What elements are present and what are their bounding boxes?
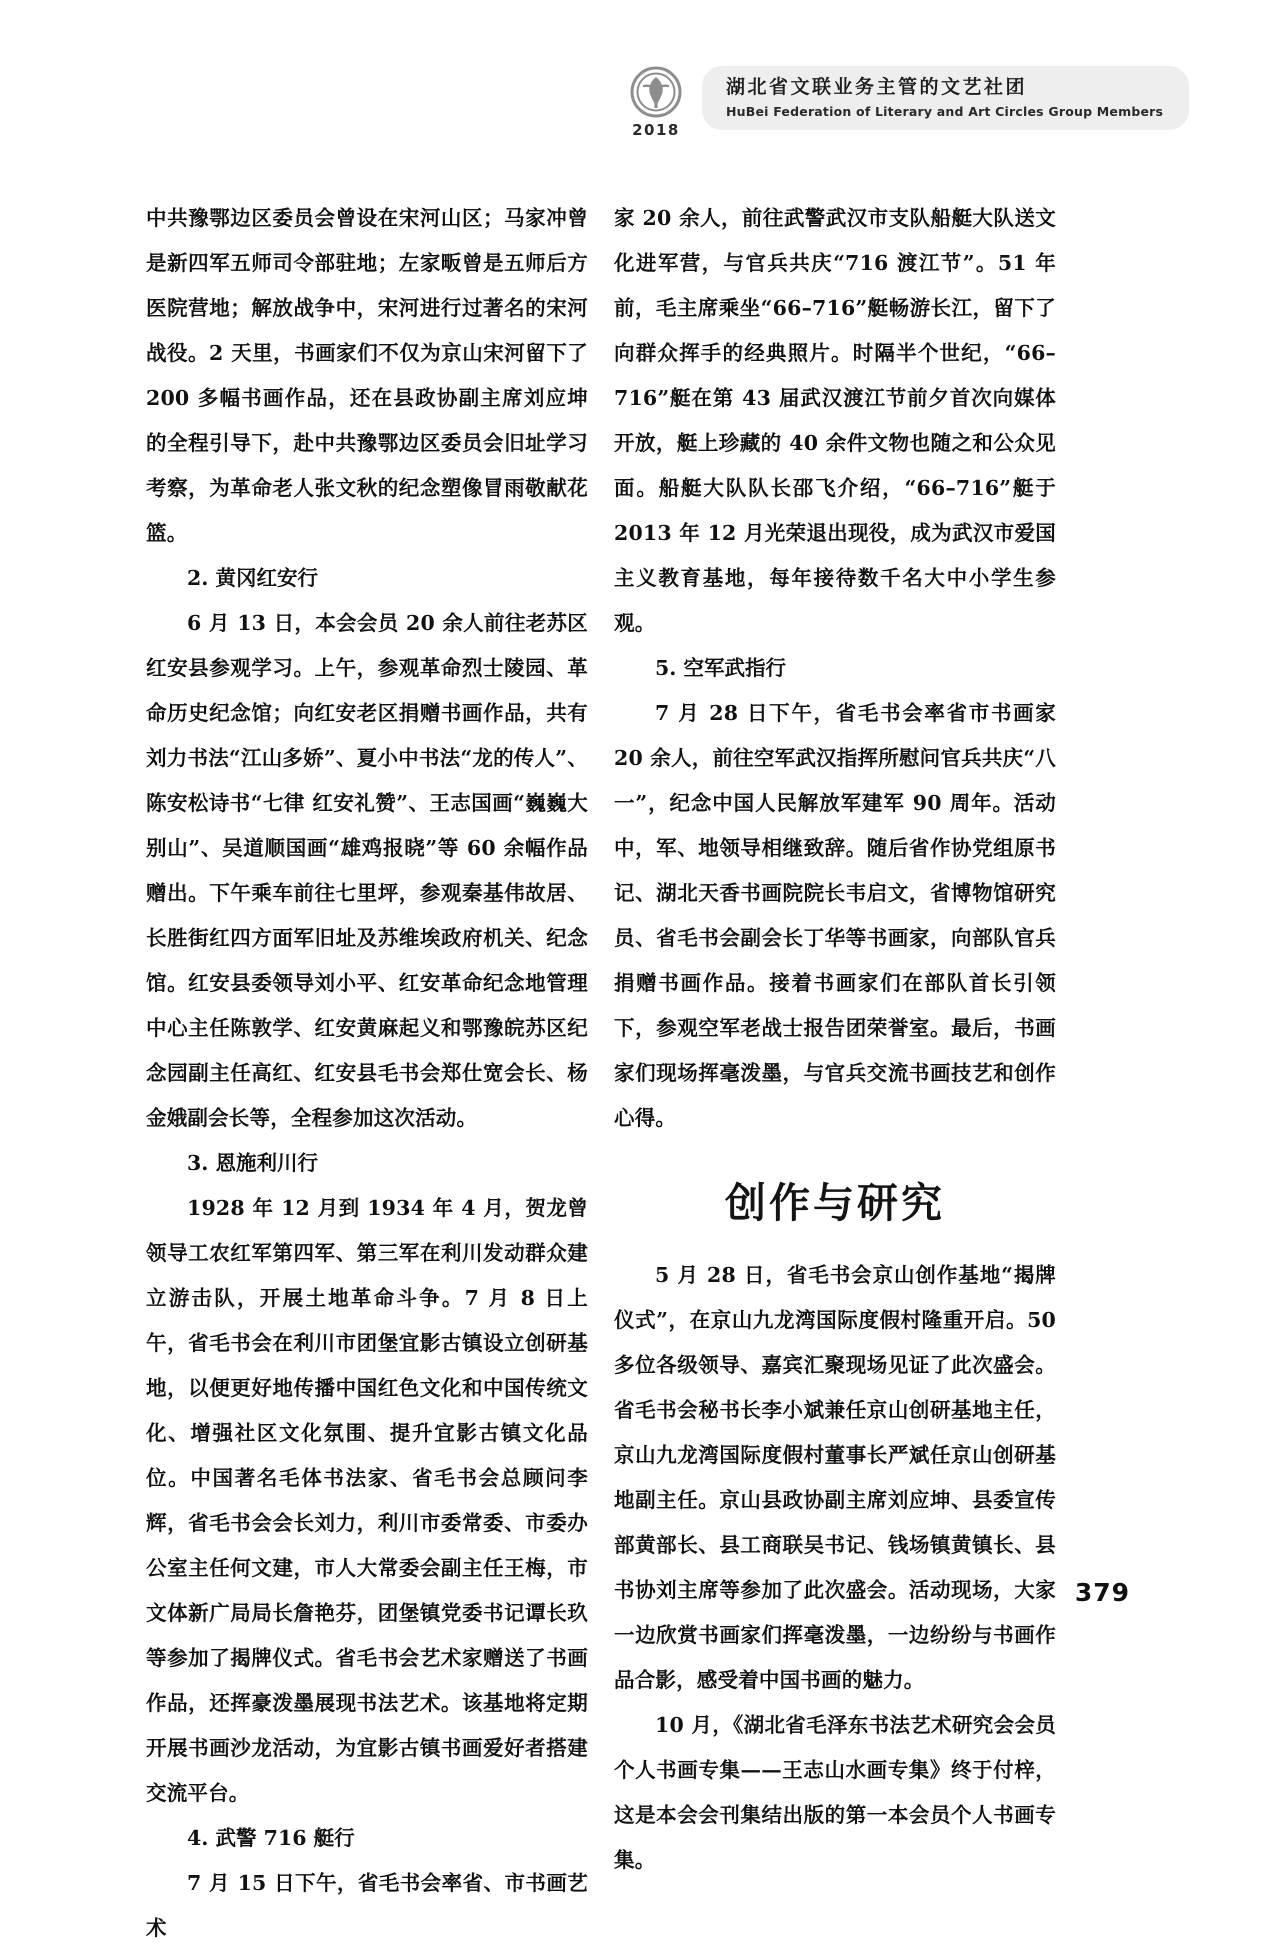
header-branding <box>624 66 1189 139</box>
logo-year-label: 2018 <box>632 121 680 139</box>
paragraph: 家 20 余人，前往武警武汉市支队船艇大队送文化进军营，与官兵共庆“716 渡江节”。51 年前，毛主席乘坐“66–716”艇畅游长江，留下了向群众挥手的经典照片。时隔半个世纪，“66–716”艇在第 43 届武汉渡江节前夕首次向媒体开放，艇上珍藏的 40 余件文物也随之和公众见面。船艇大队队长邵飞介绍，“66–716”艇于 2013 年 12 月光荣退出现役，成为武汉市爱国主义教育基地，每年接待数千名大中小学生参观。 <box>614 206 1056 635</box>
paragraph: 中共豫鄂边区委员会曾设在宋河山区；马家冲曾是新四军五师司令部驻地；左家畈曾是五师后方医院营地；解放战争中，宋河进行过著名的宋河战役。2 天里，书画家们不仅为京山宋河留下了 200 多幅书画作品，还在县政协副主席刘应坤的全程引导下，赴中共豫鄂边区委员会旧址学习考察，为革命老人张文秋的纪念塑像冒雨敬献花篮。 <box>146 206 588 545</box>
header-banner <box>702 66 1189 130</box>
right-text-column <box>614 196 1056 1883</box>
subheading-wujing-716: 4. 武警 716 艇行 <box>187 1826 355 1850</box>
page-header <box>0 0 1276 170</box>
subheading-kongjun-wuzhi: 5. 空军武指行 <box>655 656 787 680</box>
paragraph: 7 月 15 日下午，省毛书会率省、市书画艺术 <box>146 1871 588 1940</box>
left-text-column <box>146 196 588 1951</box>
paragraph: 10 月，《湖北省毛泽东书法艺术研究会会员个人书画专集——王志山水画专集》终于付梓，这是本会会刊集结出版的第一本会员个人书画专集。 <box>614 1713 1056 1872</box>
section-title-creation-and-research: 创作与研究 <box>725 1179 945 1227</box>
subheading-huanggang-hongan: 2. 黄冈红安行 <box>187 566 319 590</box>
paragraph: 7 月 28 日下午，省毛书会率省市书画家 20 余人，前往空军武汉指挥所慰问官兵共庆“八一”，纪念中国人民解放军建军 90 周年。活动中，军、地领导相继致辞。随后省作协党组原书记、湖北天香书画院院长韦启文，省博物馆研究员、省毛书会副会长丁华等书画家，向部队官兵捐赠书画作品。接着书画家们在部队首长引领下，参观空军老战士报告团荣誉室。最后，书画家们现场挥毫泼墨，与官兵交流书画技艺和创作心得。 <box>614 701 1056 1130</box>
organization-logo <box>624 66 688 139</box>
circular-monogram-logo-icon <box>630 66 682 118</box>
paragraph: 6 月 13 日，本会会员 20 余人前往老苏区红安县参观学习。上午，参观革命烈士陵园、革命历史纪念馆；向红安老区捐赠书画作品，共有刘力书法“江山多娇”、夏小中书法“龙的传人”、陈安松诗书“七律 红安礼赞”、王志国画“巍巍大别山”、吴道顺国画“雄鸡报晓”等 60 余幅作品赠出。下午乘车前往七里坪，参观秦基伟故居、长胜街红四方面军旧址及苏维埃政府机关、纪念馆。红安县委领导刘小平、红安革命纪念地管理中心主任陈敦学、红安黄麻起义和鄂豫皖苏区纪念园副主任高红、红安县毛书会郑仕宽会长、杨金娥副会长等，全程参加这次活动。 <box>146 611 588 1130</box>
banner-title-en: HuBei Federation of Literary and Art Circles Group Members <box>726 103 1164 119</box>
subheading-enshi-lichuan: 3. 恩施利川行 <box>187 1151 319 1175</box>
paragraph: 1928 年 12 月到 1934 年 4 月，贺龙曾领导工农红军第四军、第三军在利川发动群众建立游击队，开展土地革命斗争。7 月 8 日上午，省毛书会在利川市团堡宜影古镇设立创研基地，以便更好地传播中国红色文化和中国传统文化、增强社区文化氛围、提升宜影古镇文化品位。中国著名毛体书法家、省毛书会总顾问李辉，省毛书会会长刘力，利川市委常委、市委办公室主任何文建，市人大常委会副主任王梅，市文体新广局局长詹艳芬，团堡镇党委书记谭长玖等参加了揭牌仪式。省毛书会艺术家赠送了书画作品，还挥豪泼墨展现书法艺术。该基地将定期开展书画沙龙活动，为宜影古镇书画爱好者搭建交流平台。 <box>146 1196 588 1805</box>
page-number: 379 <box>1074 1578 1130 1607</box>
paragraph: 5 月 28 日，省毛书会京山创作基地“揭牌仪式”，在京山九龙湾国际度假村隆重开启。50 多位各级领导、嘉宾汇聚现场见证了此次盛会。省毛书会秘书长李小斌兼任京山创研基地主任，京山九龙湾国际度假村董事长严斌任京山创研基地副主任。京山县政协副主席刘应坤、县委宣传部黄部长、县工商联吴书记、钱场镇黄镇长、县书协刘主席等参加了此次盛会。活动现场，大家一边欣赏书画家们挥毫泼墨，一边纷纷与书画作品合影，感受着中国书画的魅力。 <box>614 1263 1056 1692</box>
banner-title-cn: 湖北省文联业务主管的文艺社团 <box>726 76 1028 98</box>
